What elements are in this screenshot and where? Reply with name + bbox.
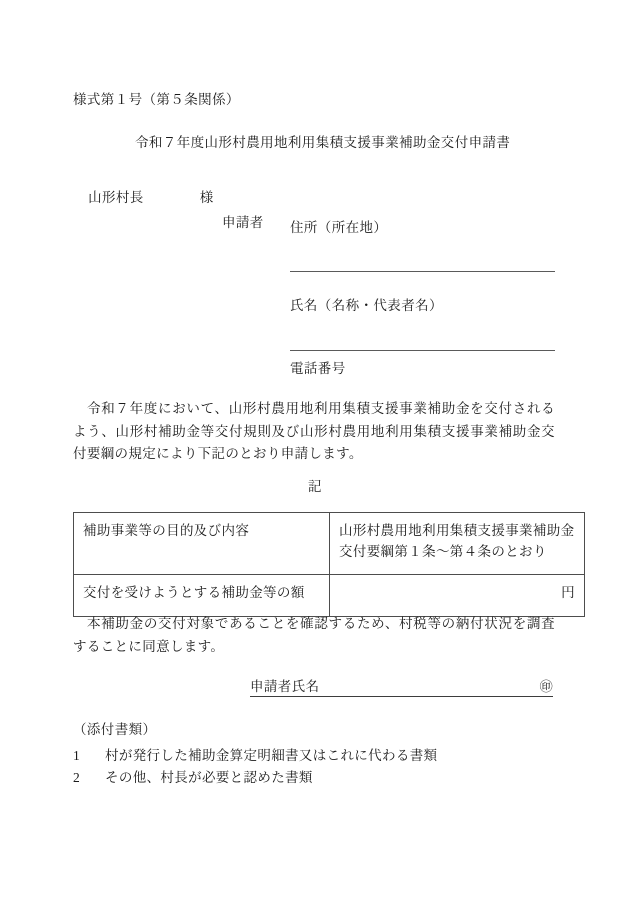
applicant-label: 申請者 [222,215,264,230]
page-title: 令和７年度山形村農用地利用集積支援事業補助金交付申請書 [135,135,511,150]
applicant-name-writeline[interactable] [290,350,555,351]
list-item [73,745,437,767]
signature-label: 申請者氏名 [250,679,320,694]
applicant-tel-label: 電話番号 [290,361,346,376]
table-row [74,575,585,617]
table-cell-amount-value[interactable]: 円 [330,575,585,617]
attachment-number: 1 [73,748,81,763]
attachment-text: 村が発行した補助金算定明細書又はこれに代わる書類 [105,748,438,763]
ki-mark: 記 [308,479,322,494]
list-item [73,767,437,789]
table-cell-purpose-value: 山形村農用地利用集積支援事業補助金交付要綱第１条～第４条のとおり [330,513,585,575]
applicant-name-label: 氏名（名称・代表者名） [290,298,443,313]
applicant-address-label: 住所（所在地） [290,220,388,235]
seal-icon: ㊞ [539,679,553,694]
attachment-text: その他、村長が必要と認めた書類 [105,770,313,785]
table-cell-amount-label: 交付を受けようとする補助金等の額 [74,575,330,617]
form-number: 様式第１号（第５条関係） [73,92,240,107]
addressee-name: 山形村長 [88,189,144,205]
application-details-table [73,512,585,617]
table-cell-purpose-label: 補助事業等の目的及び内容 [74,513,330,575]
addressee-honorific: 様 [199,189,214,205]
table-row [74,513,585,575]
signature-line[interactable] [250,675,553,697]
attachments-list [73,745,437,789]
body-paragraph: 令和７年度において、山形村農用地利用集積支援事業補助金を交付されるよう、山形村補助金等交付規則及び山形村農用地利用集積支援事業補助金交付要綱の規定により下記のとおり申請します。 [73,401,555,461]
consent-paragraph: 本補助金の交付対象であることを確認するため、村税等の納付状況を調査することに同意します。 [73,616,555,654]
addressee [73,177,214,218]
applicant-address-writeline[interactable] [290,271,555,272]
attachments-heading: （添付書類） [73,722,157,737]
attachment-number: 2 [73,770,81,785]
